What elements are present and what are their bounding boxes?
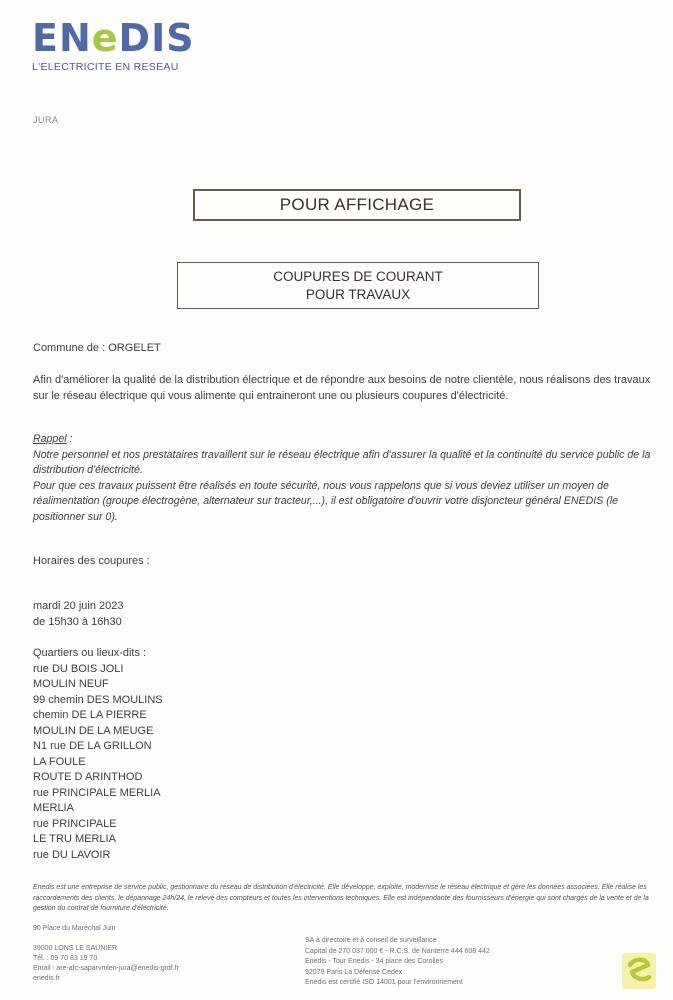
subtitle-line2: POUR TRAVAUX (305, 286, 411, 302)
company-line3: Enedis - Tour Enedis - 34 place des Corolles (305, 958, 444, 965)
schedule (33, 598, 124, 630)
list-item: rue PRINCIPALE MERLIA (33, 786, 161, 799)
enedis-logo (32, 18, 195, 73)
list-item: MERLIA (33, 802, 74, 814)
subtitle-line1: COUPURES DE COURANT (273, 268, 443, 284)
list-item: rue DU LAVOIR (33, 848, 111, 861)
rappel-title: Rappel (33, 433, 67, 445)
rappel-heading (33, 432, 658, 448)
company-line1: SA à directoire et à conseil de surveillance (305, 937, 437, 944)
horaires-label: Horaires des coupures : (33, 555, 150, 567)
footer-phone: Tél. : 09 70 83 19 70 (33, 955, 98, 962)
footer-email: Email : are-afc-saparvmlen-jura@enedis-grdf.fr (33, 965, 179, 972)
schedule-date: mardi 20 juin 2023 (33, 600, 124, 612)
list-item: LA FOULE (33, 755, 86, 768)
quartiers-label: Quartiers ou lieux-dits : (33, 647, 147, 659)
list-item: LE TRU MERLIA (33, 833, 116, 845)
title-box (193, 189, 521, 221)
rappel-section (33, 432, 658, 525)
company-line5: Enedis est certifié ISO 14001 pour l'environnement (305, 979, 463, 986)
footer-address-line1: 90 Place du Maréchal Juin (33, 925, 116, 932)
schedule-time: de 15h30 à 16h30 (33, 616, 122, 628)
list-item: rue PRINCIPALE (33, 817, 117, 830)
logo-tagline: L'ELECTRICITE EN RESEAU (32, 61, 179, 73)
logo-wordmark (32, 18, 195, 58)
rappel-para1: Notre personnel et nos prestataires travaillent sur le réseau électrique afin d'assurer la qualité et la continuité du service public de la distribution d'électricité. (33, 448, 651, 476)
rappel-title-suffix: : (66, 433, 73, 445)
logo-word-part1: EN (32, 16, 92, 60)
footer-address-line2: 39000 LONS LE SAUNIER (33, 945, 118, 952)
company-line2: Capital de 270 037 000 € - R.C.S. de Nanterre 444 608 442 (305, 947, 490, 955)
list-item: ROUTE D ARINTHOD (33, 771, 143, 783)
list-item: rue DU BOIS JOLI (33, 662, 124, 675)
commune-label: Commune de : ORGELET (33, 342, 161, 354)
intro-paragraph: Afin d'améliorer la qualité de la distribution électrique et de répondre aux besoins de notre clientèle, nous réalisons des travaux sur le réseau électrique qui vous alimente qui entraineront une ou plusieurs coupures d'électricité. (33, 374, 651, 402)
region-label: JURA (33, 115, 59, 125)
footer-contact (33, 944, 179, 984)
logo-word-part2: e (91, 16, 119, 60)
title-text: POUR AFFICHAGE (279, 195, 435, 214)
subtitle-box (177, 262, 539, 309)
list-item: N1 rue DE LA GRILLON (33, 740, 152, 752)
footer-legal-text: Enedis est une entreprise de service public, gestionnaire du réseau de distribution d'électricité. Elle développe, exploite, modernise le réseau électrique et gère les données associées. Elle réalise les raccordements des clients, le dépannage 24h/24, le relevé des compteurs et toutes les interventions techniques. Elle est indépendante des fournisseurs d'énergie qui sont chargés de la vente et de la gestion du contrat de fourniture d'électricité. (33, 884, 649, 912)
enedis-mini-logo-icon (621, 952, 657, 990)
footer-company-info (305, 936, 490, 989)
list-item: MOULIN DE LA MEUGE (33, 724, 154, 737)
quartiers-section (33, 646, 163, 863)
list-item: 99 chemin DES MOULINS (33, 693, 163, 706)
company-line4: 92079 Paris La Défense Cedex (305, 968, 403, 976)
rappel-para2: Pour que ces travaux puissent être réalisés en toute sécurité, nous vous rappelons que si vous deviez utiliser un moyen de réalimentation (groupe électrogène, alternateur sur tracteur,...), il est obligatoire d'ouvrir votre disjoncteur général ENEDIS (le positionner sur 0). (33, 479, 618, 523)
logo-word-part3: DIS (118, 16, 195, 60)
list-item: chemin DE LA PIERRE (33, 709, 147, 721)
footer-web: enedis.fr (33, 975, 60, 982)
list-item: MOULIN NEUF (33, 678, 109, 690)
